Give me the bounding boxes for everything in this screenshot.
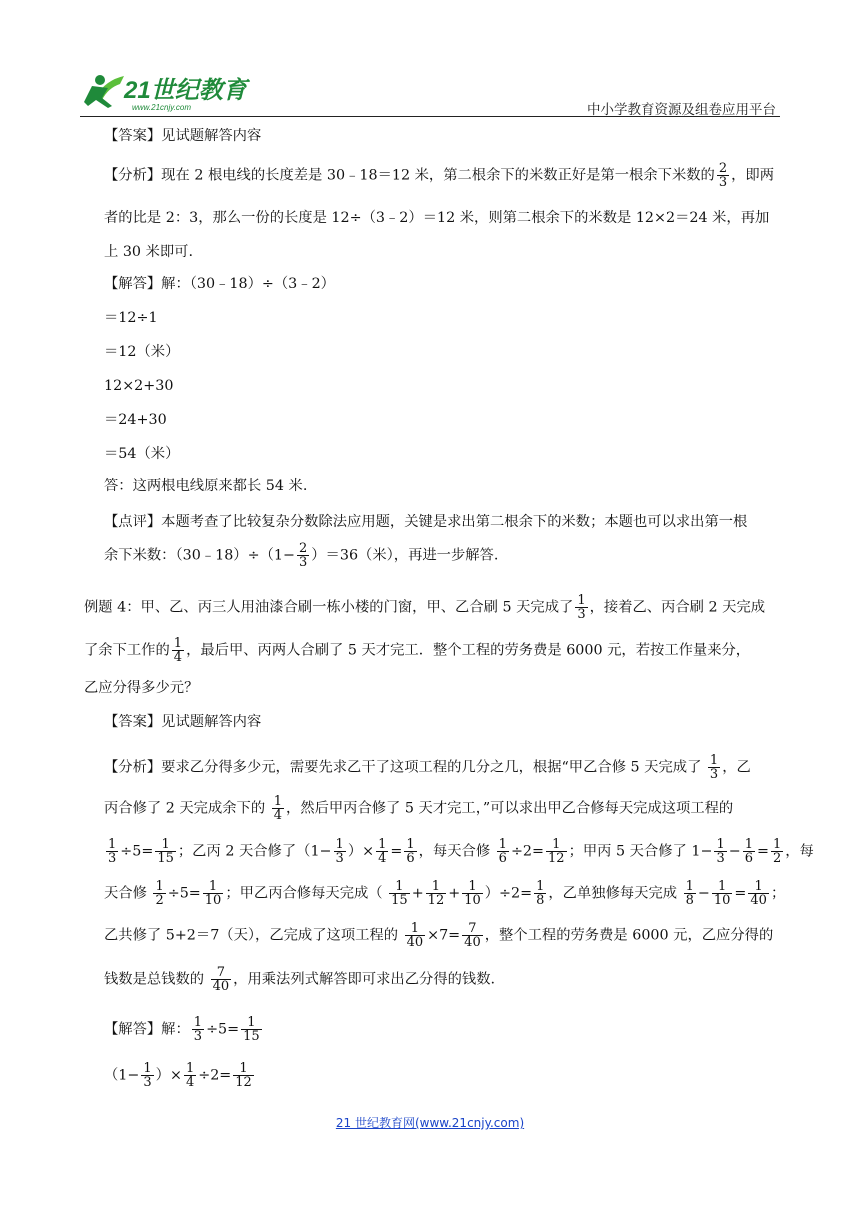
text-run: ×7= bbox=[427, 927, 461, 944]
text-run: 例题 4：甲、乙、丙三人用油漆合刷一栋小楼的门窗，甲、乙合刷 5 天完成了 bbox=[84, 599, 574, 616]
fraction-numerator: 1 bbox=[406, 837, 415, 852]
fraction-numerator: 7 bbox=[462, 922, 483, 936]
q4-stem-line-3: 乙应分得多少元？ bbox=[84, 680, 199, 696]
fraction-numerator: 1 bbox=[405, 922, 426, 936]
text-run: ，然后甲丙合修了 5 天才完工，”可以求出甲乙合修每天完成这项工程的 bbox=[285, 800, 734, 817]
fraction-numerator: 1 bbox=[335, 837, 344, 852]
fraction-numerator: 1 bbox=[173, 636, 183, 651]
fraction-numerator: 2 bbox=[718, 161, 728, 176]
text-run: ，最后甲、丙两人合刷了 5 天才完工．整个工程的劳务费是 6000 元，若按工作量来分， bbox=[186, 642, 751, 659]
fraction-denominator: 2 bbox=[155, 893, 164, 908]
fraction-denominator: 4 bbox=[378, 851, 387, 866]
fraction-denominator: 12 bbox=[235, 1075, 252, 1090]
fraction-denominator: 6 bbox=[498, 851, 507, 866]
fraction-numerator: 1 bbox=[389, 880, 410, 894]
fraction-numerator: 1 bbox=[709, 753, 719, 768]
q3-reply: 答：这两根电线原来都长 54 米. bbox=[104, 478, 308, 494]
text-run: + bbox=[411, 885, 424, 902]
fraction-denominator: 15 bbox=[391, 893, 408, 908]
fraction-denominator: 12 bbox=[427, 893, 445, 908]
text-run: 天合修 bbox=[104, 885, 152, 902]
q3-comment-line-2 bbox=[104, 542, 780, 569]
text-run: ÷2= bbox=[510, 843, 545, 860]
fraction-numerator: 1 bbox=[546, 838, 567, 852]
fraction bbox=[462, 922, 483, 949]
fraction-numerator: 1 bbox=[536, 879, 545, 894]
text-run: ，每 bbox=[785, 843, 814, 860]
fraction bbox=[708, 754, 720, 781]
fraction-denominator: 15 bbox=[157, 851, 174, 866]
fraction bbox=[389, 880, 410, 907]
fraction-numerator: 7 bbox=[211, 966, 232, 980]
fraction-numerator: 1 bbox=[108, 837, 117, 852]
fraction bbox=[546, 838, 567, 865]
fraction-numerator: 1 bbox=[426, 880, 447, 894]
fraction bbox=[141, 1062, 153, 1089]
text-run: ，每天合修 bbox=[418, 843, 495, 860]
fraction bbox=[272, 795, 284, 822]
text-run: 【分析】现在 2 根电线的长度差是 30﹣18＝12 米，第二根余下的米数正好是第一根余下米数的 bbox=[104, 167, 715, 184]
fraction-denominator: 40 bbox=[406, 935, 424, 950]
fraction-numerator: 1 bbox=[203, 880, 224, 894]
fraction bbox=[534, 880, 546, 907]
fraction bbox=[241, 1016, 262, 1043]
fraction-denominator: 6 bbox=[744, 851, 753, 866]
text-run: = bbox=[390, 843, 403, 860]
fraction bbox=[712, 880, 733, 907]
fraction-denominator: 4 bbox=[273, 808, 282, 823]
text-run: 了余下工作的 bbox=[84, 642, 170, 659]
svg-text:21世纪教育: 21世纪教育 bbox=[124, 77, 247, 104]
fraction-numerator: 1 bbox=[273, 794, 282, 809]
runner-logo-icon bbox=[78, 66, 258, 116]
fraction-numerator: 1 bbox=[498, 837, 507, 852]
fraction-denominator: 3 bbox=[335, 851, 344, 866]
fraction-numerator: 1 bbox=[378, 837, 387, 852]
q3-analysis-line-1 bbox=[104, 162, 780, 189]
footer-link[interactable]: 21 世纪教育网(www.21cnjy.com) bbox=[335, 1116, 525, 1130]
fraction-denominator: 10 bbox=[204, 893, 222, 908]
text-run: ；甲丙 5 天合修了 1− bbox=[568, 843, 713, 860]
text-run: + bbox=[448, 885, 461, 902]
fraction-denominator: 40 bbox=[464, 935, 481, 950]
fraction-denominator: 3 bbox=[716, 851, 725, 866]
fraction bbox=[233, 1062, 254, 1089]
fraction-numerator: 1 bbox=[712, 880, 733, 894]
fraction-numerator: 1 bbox=[193, 1015, 203, 1030]
fraction-denominator: 3 bbox=[298, 555, 308, 570]
fraction-denominator: 8 bbox=[536, 893, 545, 908]
header-divider bbox=[80, 116, 780, 117]
text-run: = bbox=[734, 885, 747, 902]
text-run: ，用乘法列式解答即可求出乙分得的钱数. bbox=[233, 971, 496, 988]
q4-analysis-line-4 bbox=[104, 879, 786, 908]
text-run: ，接着乙、丙合刷 2 天完成 bbox=[589, 599, 766, 616]
text-run: 余下米数：（30﹣18）÷（1− bbox=[104, 547, 295, 564]
fraction bbox=[717, 162, 729, 189]
fraction-numerator: 2 bbox=[298, 541, 308, 556]
text-run: ）＝36（米），再进一步解答. bbox=[311, 547, 499, 564]
q4-stem-line-1 bbox=[84, 594, 780, 621]
fraction-denominator: 4 bbox=[173, 650, 183, 665]
q4-analysis-line-6 bbox=[104, 966, 780, 993]
fraction bbox=[684, 880, 696, 907]
q3-step: ＝12÷1 bbox=[104, 310, 158, 326]
fraction bbox=[405, 922, 426, 949]
fraction bbox=[376, 838, 388, 865]
q4-stem-line-2 bbox=[84, 637, 780, 664]
fraction bbox=[334, 838, 346, 865]
text-run: （1− bbox=[104, 1067, 140, 1084]
fraction-numerator: 1 bbox=[748, 880, 769, 894]
text-run: 【解答】解： bbox=[104, 1021, 190, 1038]
fraction-denominator: 4 bbox=[185, 1075, 195, 1090]
text-run: ÷5= bbox=[167, 885, 201, 902]
q3-step: 12×2+30 bbox=[104, 378, 174, 394]
text-run: 乙共修了 5+2＝7（天），乙完成了这项工程的 bbox=[104, 927, 403, 944]
text-run: ，乙单独修每天完成 bbox=[548, 885, 682, 902]
q3-step: ＝12（米） bbox=[104, 344, 180, 360]
fraction-numerator: 1 bbox=[744, 837, 753, 852]
fraction bbox=[462, 880, 483, 907]
text-run: ）× bbox=[347, 843, 375, 860]
text-run: ，乙 bbox=[722, 759, 751, 776]
fraction-denominator: 15 bbox=[243, 1029, 260, 1044]
fraction-numerator: 1 bbox=[462, 880, 483, 894]
text-run: ，即两 bbox=[731, 167, 775, 184]
fraction-denominator: 3 bbox=[577, 607, 586, 622]
text-run: ，整个工程的劳务费是 6000 元，乙应分得的 bbox=[484, 927, 774, 944]
fraction-denominator: 2 bbox=[772, 851, 782, 866]
q3-comment-line-1: 【点评】本题考查了比较复杂分数除法应用题，关键是求出第二根余下的米数；本题也可以求出第一根 bbox=[104, 514, 748, 530]
fraction bbox=[748, 880, 769, 907]
fraction bbox=[743, 838, 755, 865]
fraction-numerator: 1 bbox=[155, 879, 164, 894]
fraction-numerator: 1 bbox=[233, 1062, 254, 1076]
q4-analysis-line-5 bbox=[104, 922, 780, 949]
fraction-denominator: 12 bbox=[548, 851, 565, 866]
text-run: ）÷2= bbox=[484, 885, 533, 902]
fraction bbox=[497, 838, 509, 865]
fraction-denominator: 6 bbox=[406, 851, 415, 866]
fraction-denominator: 8 bbox=[685, 893, 694, 908]
fraction bbox=[155, 838, 176, 865]
q4-analysis-line-2 bbox=[104, 795, 780, 822]
fraction bbox=[203, 880, 224, 907]
fraction-denominator: 3 bbox=[143, 1075, 152, 1090]
fraction bbox=[106, 838, 118, 865]
text-run: 钱数是总钱数的 bbox=[104, 971, 209, 988]
fraction-denominator: 10 bbox=[713, 893, 731, 908]
fraction bbox=[192, 1016, 204, 1043]
site-logo bbox=[78, 66, 258, 116]
text-run: ； bbox=[770, 885, 786, 902]
fraction-numerator: 1 bbox=[685, 879, 694, 894]
fraction bbox=[211, 966, 232, 993]
q4-answer: 【答案】见试题解答内容 bbox=[104, 714, 262, 730]
q4-solution-line-1 bbox=[104, 1016, 780, 1043]
fraction-numerator: 1 bbox=[185, 1061, 195, 1076]
fraction-numerator: 1 bbox=[143, 1061, 152, 1076]
fraction-numerator: 1 bbox=[577, 593, 586, 608]
fraction bbox=[184, 1062, 196, 1089]
fraction bbox=[771, 838, 783, 865]
q4-analysis-line-1 bbox=[104, 754, 780, 781]
text-run: ；甲乙丙合修每天完成（ bbox=[225, 885, 388, 902]
fraction-denominator: 3 bbox=[108, 851, 117, 866]
fraction-denominator: 10 bbox=[464, 893, 481, 908]
text-run: 【分析】要求乙分得多少元，需要先求乙干了这项工程的几分之几，根据“甲乙合修 5 天完成了 bbox=[104, 759, 706, 776]
text-run: ）× bbox=[155, 1067, 182, 1084]
fraction bbox=[172, 637, 184, 664]
fraction-numerator: 1 bbox=[716, 837, 725, 852]
text-run: = bbox=[757, 843, 769, 860]
header-platform-title: 中小学教育资源及组卷应用平台 bbox=[587, 102, 776, 118]
text-run: 丙合修了 2 天完成余下的 bbox=[104, 800, 270, 817]
q3-analysis-line-2: 者的比是 2：3，那么一份的长度是 12÷（3﹣2）＝12 米，则第二根余下的米数是 12×2＝24 米，再加 bbox=[104, 210, 770, 226]
text-run: − bbox=[728, 843, 741, 860]
fraction-numerator: 1 bbox=[772, 837, 782, 852]
text-run: ÷5= bbox=[206, 1021, 240, 1038]
fraction-denominator: 3 bbox=[709, 767, 719, 782]
text-run: ÷2= bbox=[198, 1067, 232, 1084]
fraction bbox=[714, 838, 726, 865]
q4-analysis-line-3 bbox=[104, 837, 814, 866]
q3-step: ＝54（米） bbox=[104, 446, 180, 462]
q4-solution-line-2 bbox=[104, 1062, 780, 1089]
fraction bbox=[575, 594, 587, 621]
fraction-denominator: 3 bbox=[718, 175, 728, 190]
fraction-numerator: 1 bbox=[155, 838, 176, 852]
fraction bbox=[426, 880, 447, 907]
text-run: ；乙丙 2 天合修了（1− bbox=[177, 843, 332, 860]
fraction bbox=[153, 880, 165, 907]
fraction-denominator: 40 bbox=[212, 979, 230, 994]
q3-solution-head: 【解答】解：（30﹣18）÷（3﹣2） bbox=[104, 276, 335, 292]
fraction-denominator: 40 bbox=[750, 893, 767, 908]
q3-step: ＝24+30 bbox=[104, 412, 167, 428]
text-run: − bbox=[697, 885, 710, 902]
text-run: ÷5= bbox=[120, 843, 154, 860]
fraction bbox=[297, 542, 309, 569]
fraction-denominator: 3 bbox=[193, 1029, 203, 1044]
q3-answer: 【答案】见试题解答内容 bbox=[104, 128, 262, 144]
svg-text:www.21cnjy.com: www.21cnjy.com bbox=[132, 103, 191, 112]
q3-analysis-line-3: 上 30 米即可. bbox=[104, 244, 194, 260]
fraction bbox=[404, 838, 416, 865]
fraction-numerator: 1 bbox=[241, 1016, 262, 1030]
